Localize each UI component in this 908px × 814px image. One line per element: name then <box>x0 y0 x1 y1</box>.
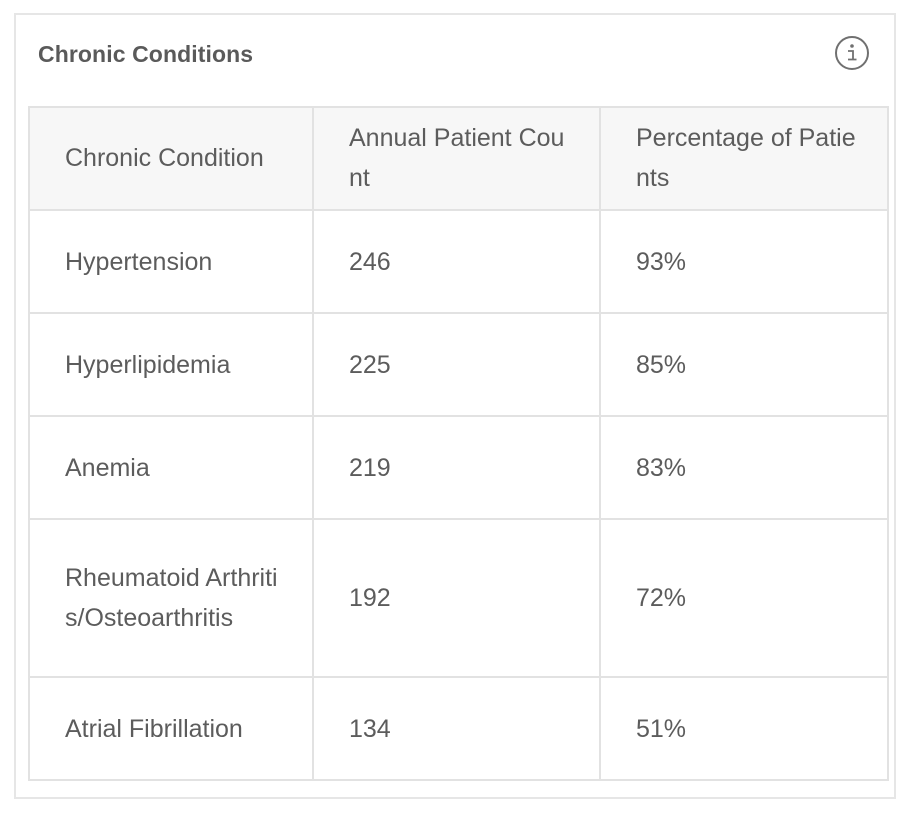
info-glyph-icon <box>845 43 859 63</box>
info-icon[interactable] <box>835 36 869 70</box>
cell-count: 225 <box>313 313 600 416</box>
cell-percentage: 85% <box>600 313 888 416</box>
cell-condition: Atrial Fibrillation <box>29 677 313 780</box>
column-header-percentage[interactable]: Percentage of Patients <box>600 107 888 210</box>
cell-count: 134 <box>313 677 600 780</box>
column-header-condition[interactable]: Chronic Condition <box>29 107 313 210</box>
cell-condition: Hypertension <box>29 210 313 313</box>
cell-percentage: 93% <box>600 210 888 313</box>
cell-condition: Anemia <box>29 416 313 519</box>
cell-percentage: 51% <box>600 677 888 780</box>
conditions-table <box>28 106 889 781</box>
conditions-table-wrapper <box>28 106 887 781</box>
cell-condition: Rheumatoid Arthritis/Osteoarthritis <box>29 519 313 677</box>
table-row <box>29 210 888 313</box>
table-row <box>29 313 888 416</box>
cell-count: 246 <box>313 210 600 313</box>
table-row <box>29 416 888 519</box>
cell-condition: Hyperlipidemia <box>29 313 313 416</box>
cell-count: 219 <box>313 416 600 519</box>
cell-percentage: 72% <box>600 519 888 677</box>
table-row <box>29 677 888 780</box>
column-header-count[interactable]: Annual Patient Count <box>313 107 600 210</box>
card-title: Chronic Conditions <box>38 41 254 67</box>
cell-count: 192 <box>313 519 600 677</box>
cell-percentage: 83% <box>600 416 888 519</box>
table-row <box>29 519 888 677</box>
chronic-conditions-card <box>14 13 896 799</box>
table-header-row <box>29 107 888 210</box>
